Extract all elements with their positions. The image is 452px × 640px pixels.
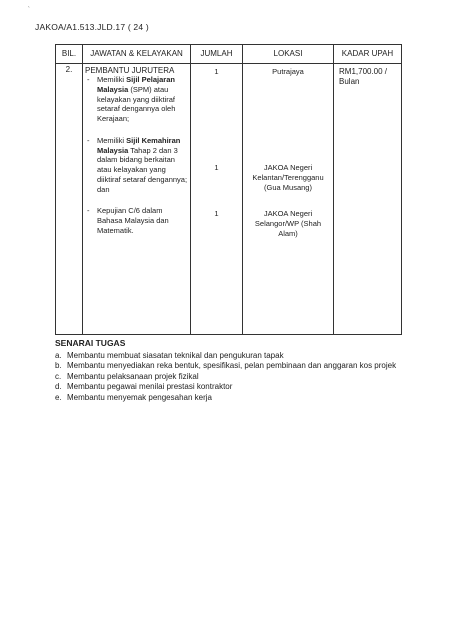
kadar-cell [334, 64, 402, 335]
qualification-kepujian [85, 206, 188, 235]
lokasi-selangor: JAKOA Negeri Selangor/WP (Shah Alam) [254, 209, 322, 238]
q1-post: (SPM) atau kelayakan yang diiktiraf setaraf dengannya oleh Kerajaan; [97, 84, 176, 123]
qualification-spm [85, 75, 188, 124]
item-text: Membantu membuat siasatan teknikal dan pengukuran tapak [67, 351, 284, 361]
lokasi-cell [243, 64, 334, 335]
scan-speck: ˎ [28, 2, 30, 8]
vacancy-table [55, 44, 402, 335]
jumlah-selangor: 1 [214, 209, 219, 218]
lokasi-kelantan: JAKOA Negeri Kelantan/Terengganu (Gua Musang) [252, 163, 324, 192]
list-item [55, 393, 415, 403]
kadar-upah: RM1,700.00 / Bulan [339, 67, 388, 87]
item-letter: b. [55, 361, 62, 371]
item-text: Membantu pegawai menilai prestasi kontraktor [67, 382, 233, 392]
header-jumlah: JUMLAH [191, 45, 243, 64]
list-item [55, 372, 415, 382]
list-item [55, 382, 415, 392]
q2-bold: Sijil Kemahiran Malaysia [97, 135, 181, 155]
table-header-row [56, 45, 402, 64]
q3-text: Kepujian C/6 dalam Bahasa Malaysia dan Matematik. [97, 206, 169, 235]
lokasi-putrajaya: Putrajaya [272, 67, 304, 76]
jumlah-cell [191, 64, 243, 335]
item-letter: d. [55, 382, 62, 392]
qualification-skm [85, 136, 188, 195]
q2-post: Tahap 2 dan 3 dalam bidang berkaitan atau kelayakan yang diiktiraf setaraf dengannya; dan [97, 145, 188, 194]
header-kadar: KADAR UPAH [334, 45, 402, 64]
dash-bullet: - [87, 206, 90, 216]
job-title: PEMBANTU JURUTERA [85, 66, 175, 75]
header-lokasi: LOKASI [243, 45, 334, 64]
header-jawatan: JAWATAN & KELAYAKAN [83, 45, 191, 64]
item-letter: c. [55, 371, 62, 381]
senarai-tugas-heading: SENARAI TUGAS [55, 338, 126, 348]
reference-number: JAKOA/A1.513.JLD.17 ( 24 ) [35, 22, 149, 32]
q1-pre: Memiliki [97, 75, 127, 84]
dash-bullet: - [87, 75, 90, 84]
item-text: Membantu menyediakan reka bentuk, spesifikasi, pelan pembinaan dan anggaran kos projek [67, 361, 397, 371]
senarai-tugas [55, 338, 415, 403]
row-number: 2. [56, 64, 83, 335]
list-item [55, 351, 415, 361]
item-text: Membantu menyemak pengesahan kerja [67, 392, 212, 402]
table-row [56, 64, 402, 335]
item-letter: a. [55, 351, 62, 361]
item-letter: e. [55, 392, 62, 402]
item-text: Membantu pelaksanaan projek fizikal [67, 371, 199, 381]
jumlah-kelantan: 1 [214, 163, 219, 172]
header-bil: BIL. [56, 45, 83, 64]
jumlah-putrajaya: 1 [214, 67, 219, 76]
q1-bold: Sijil Pelajaran Malaysia [97, 75, 175, 94]
list-item [55, 361, 415, 371]
jawatan-cell [83, 64, 191, 335]
dash-bullet: - [87, 135, 90, 145]
q2-pre: Memiliki [97, 135, 127, 145]
